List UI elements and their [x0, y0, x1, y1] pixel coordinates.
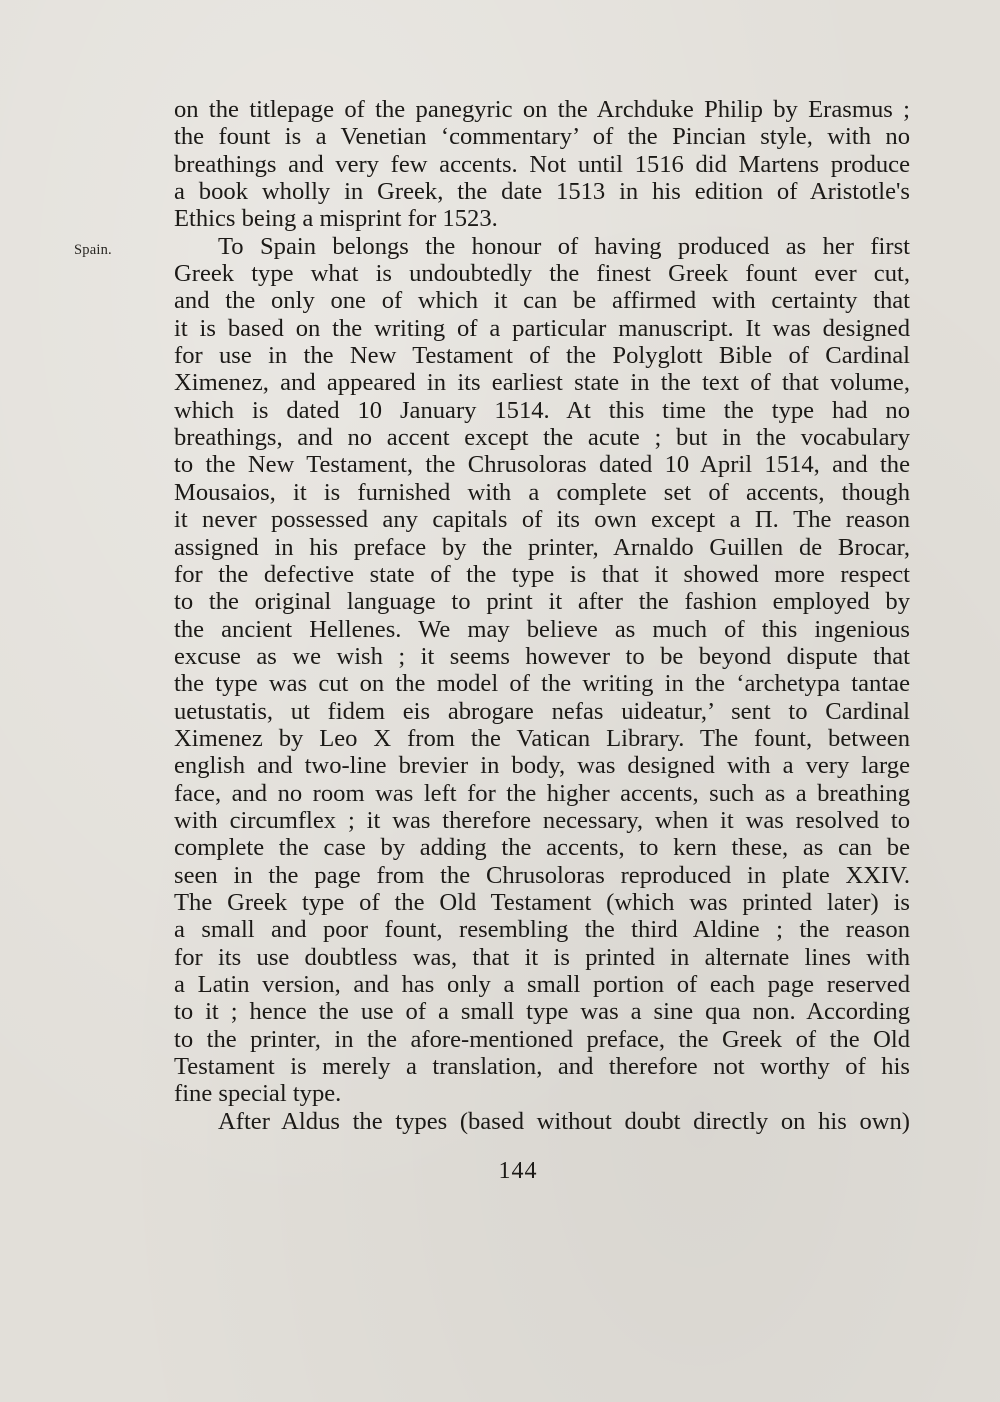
- text-line: Mousaios, it is furnished with a complete set of accents, though: [174, 478, 910, 506]
- text-line: english and two-line brevier in body, was designed with a very large: [174, 752, 910, 780]
- text-line: to the New Testament, the Chrusoloras dated 10 April 1514, and the: [174, 451, 910, 479]
- text-line: complete the case by adding the accents, to kern these, as can be: [174, 834, 910, 862]
- text-line: excuse as we wish ; it seems however to be beyond dispute that: [174, 642, 910, 670]
- text-line: it is based on the writing of a particular manuscript. It was designed: [174, 314, 910, 342]
- text-line: face, and no room was left for the higher accents, such as a breathing: [174, 779, 910, 807]
- text-line: the type was cut on the model of the writing in the ‘archetypa tantae: [174, 670, 910, 698]
- text-line: seen in the page from the Chrusoloras reproduced in plate XXIV.: [174, 861, 910, 889]
- page-number: 144: [498, 1158, 538, 1184]
- text-line: To Spain belongs the honour of having produced as her first: [218, 232, 910, 260]
- text-line: a book wholly in Greek, the date 1513 in his edition of Aristotle's: [174, 178, 910, 206]
- text-line: Testament is merely a translation, and therefore not worthy of his: [174, 1053, 910, 1081]
- text-line: fine special type.: [174, 1080, 342, 1108]
- text-line: Ximenez by Leo X from the Vatican Library. The fount, between: [174, 724, 910, 752]
- text-line: with circumflex ; it was therefore necessary, when it was resolved to: [174, 806, 910, 834]
- text-line: breathings and very few accents. Not until 1516 did Martens produce: [174, 150, 910, 178]
- text-line: on the titlepage of the panegyric on the Archduke Philip by Erasmus ;: [174, 96, 910, 123]
- text-line: Ethics being a misprint for 1523.: [174, 205, 498, 233]
- text-line: to the printer, in the afore-mentioned preface, the Greek of the Old: [174, 1025, 910, 1053]
- text-line: which is dated 10 January 1514. At this time the type had no: [174, 396, 910, 424]
- text-line: assigned in his preface by the printer, Arnaldo Guillen de Brocar,: [174, 533, 910, 561]
- text-line: and the only one of which it can be affirmed with certainty that: [174, 287, 910, 315]
- text-line: Ximenez, and appeared in its earliest state in the text of that volume,: [174, 369, 910, 397]
- text-line: to the original language to print it after the fashion employed by: [174, 588, 910, 616]
- body-text: [174, 96, 910, 1135]
- text-line: Greek type what is undoubtedly the finest Greek fount ever cut,: [174, 260, 910, 288]
- text-line: uetustatis, ut fidem eis abrogare nefas uideatur,’ sent to Cardinal: [174, 697, 910, 725]
- text-line: the fount is a Venetian ‘commentary’ of the Pincian style, with no: [174, 123, 910, 151]
- text-line: it never possessed any capitals of its own except a Π. The reason: [174, 506, 910, 534]
- text-line: for the defective state of the type is that it showed more respect: [174, 560, 910, 588]
- text-line: After Aldus the types (based without doubt directly on his own): [218, 1107, 910, 1135]
- text-line: the ancient Hellenes. We may believe as much of this ingenious: [174, 615, 910, 643]
- paragraph: [174, 1108, 910, 1135]
- text-line: a Latin version, and has only a small portion of each page reserved: [174, 971, 910, 998]
- text-line: a small and poor fount, resembling the third Aldine ; the reason: [174, 916, 910, 944]
- paragraph: [174, 96, 910, 233]
- text-line: to it ; hence the use of a small type was a sine qua non. According: [174, 998, 910, 1026]
- text-line: breathings, and no accent except the acute ; but in the vocabulary: [174, 424, 910, 452]
- text-line: The Greek type of the Old Testament (which was printed later) is: [174, 888, 910, 916]
- margin-note-spain: Spain.: [74, 242, 112, 258]
- text-line: for use in the New Testament of the Polyglott Bible of Cardinal: [174, 342, 910, 370]
- paragraph: [174, 233, 910, 1108]
- text-line: for its use doubtless was, that it is printed in alternate lines with: [174, 943, 910, 971]
